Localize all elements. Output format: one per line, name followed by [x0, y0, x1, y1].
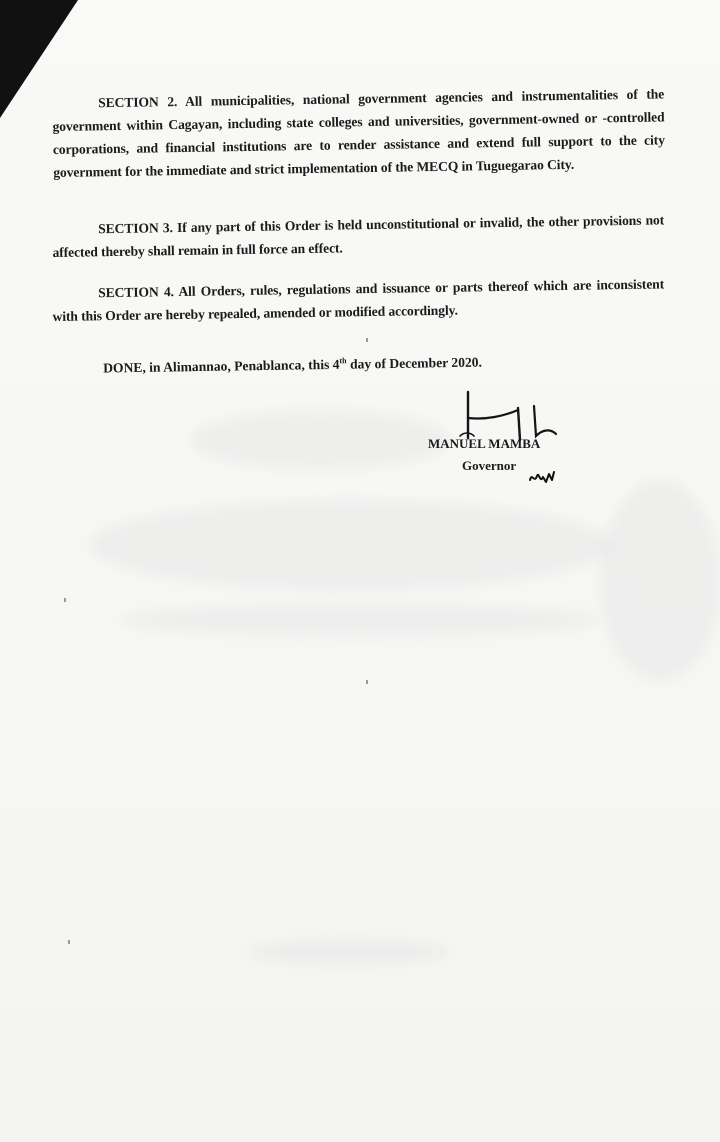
bleed-through-smudge — [190, 410, 450, 470]
bleed-through-smudge — [90, 500, 610, 590]
signatory-name: MANUEL MAMBA — [428, 436, 541, 451]
section-4-paragraph — [52, 272, 665, 328]
speck — [366, 338, 368, 342]
speck — [366, 680, 368, 684]
done-prefix: DONE, in Alimannao, Penablanca, this 4 — [103, 356, 340, 376]
signatory-title: Governor — [462, 458, 517, 473]
signature-block — [424, 386, 574, 496]
bleed-through-smudge — [600, 480, 720, 680]
section-3-label: SECTION 3. — [98, 220, 173, 237]
section-2-label: SECTION 2. — [98, 94, 178, 111]
done-ordinal: th — [339, 356, 347, 366]
section-2-text: All municipalities, national government agencies and instrumentalities of the government within Cagayan, including state colleges and universities, government-owned or -controlled corporations, and financial institutions are to render assistance and extend full support to the city government for the immediate and strict implementation of the MECQ in Tuguegarao City. — [52, 86, 665, 180]
section-3-paragraph — [52, 208, 665, 264]
speck — [64, 598, 66, 602]
section-3-text: If any part of this Order is held unconstitutional or invalid, the other provisions not affected thereby shall remain in full force an effect. — [52, 212, 665, 260]
bleed-through-smudge — [120, 605, 600, 635]
speck — [68, 940, 70, 944]
initials-mark — [528, 468, 556, 488]
bleed-through-smudge — [250, 940, 450, 964]
done-suffix: day of December 2020. — [346, 354, 483, 372]
section-4-label: SECTION 4. — [98, 284, 175, 301]
section-4-text: All Orders, rules, regulations and issuance or parts thereof which are inconsistent with this Order are hereby repealed, amended or modified accordingly. — [52, 276, 665, 324]
section-2-paragraph — [52, 82, 665, 184]
done-statement — [103, 354, 482, 376]
